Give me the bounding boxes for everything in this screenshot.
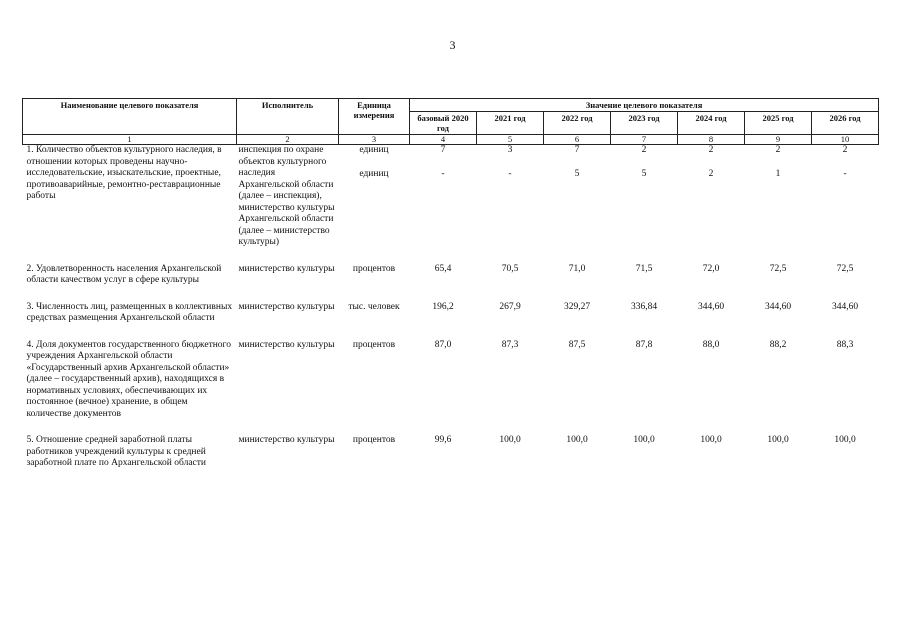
indicator-value: 87,0 <box>434 339 452 350</box>
indicator-name: 3. Численность лиц, размещенных в коллективных средствах размещения Архангельской области <box>26 301 233 323</box>
indicator-executor: инспекция по охране объектов культурного наследия Архангельской области (далее – инспекция), министерство культуры Архангельской области (далее – министерство культуры) <box>238 145 335 247</box>
indicator-executor: министерство культуры <box>238 435 335 445</box>
column-number: 6 <box>544 135 611 145</box>
table-row <box>23 340 879 421</box>
value-line: 2 <box>708 145 714 155</box>
indicator-value: 100,0 <box>767 435 789 445</box>
value-line: 3 <box>507 145 513 155</box>
indicator-value <box>611 145 678 249</box>
indicator-name: 1. Количество объектов культурного наследия, в отношении которых проведены научно-исследовательские, изыскательские, проектные, противоаварийные, ремонтно-реставрационные работы <box>26 145 222 201</box>
header-executor: Исполнитель <box>237 99 339 135</box>
table-row <box>23 264 879 287</box>
indicator-value: 70,5 <box>501 263 519 274</box>
unit-line: единиц <box>359 168 389 179</box>
indicator-unit: процентов <box>352 435 396 445</box>
indicator-unit <box>339 145 410 249</box>
indicator-value: 100,0 <box>499 435 521 445</box>
indicator-value: 87,8 <box>635 339 653 350</box>
indicator-unit: тыс. человек <box>348 301 400 312</box>
indicator-value <box>812 145 879 249</box>
indicator-value: 100,0 <box>834 435 856 445</box>
value-line: 7 <box>574 145 580 155</box>
header-year: 2022 год <box>544 112 611 135</box>
indicator-value: 344,60 <box>764 301 792 312</box>
indicator-unit: процентов <box>352 339 396 350</box>
indicator-value: 71,5 <box>635 263 653 274</box>
indicator-value: 344,60 <box>831 301 859 312</box>
indicator-value <box>678 145 745 249</box>
indicator-value: 196,2 <box>432 301 454 312</box>
column-numbers-row <box>23 135 879 145</box>
value-line: 2 <box>708 168 714 179</box>
indicator-executor: министерство культуры <box>238 263 335 274</box>
indicator-value: 87,5 <box>568 339 586 350</box>
indicator-value: 329,27 <box>563 301 591 312</box>
column-number: 3 <box>339 135 410 145</box>
indicator-value: 72,5 <box>769 263 787 274</box>
value-line: 7 <box>440 145 446 155</box>
indicator-value: 87,3 <box>501 339 519 350</box>
header-year: 2026 год <box>812 112 879 135</box>
indicator-value: 267,9 <box>499 301 521 312</box>
value-line: 1 <box>775 168 781 179</box>
target-indicators-table <box>22 98 879 470</box>
indicator-value: 344,60 <box>697 301 725 312</box>
value-line: 2 <box>641 145 647 155</box>
header-unit: Единица измерения <box>339 99 410 135</box>
indicator-name: 2. Удовлетворенность населения Архангельской области качеством услуг в сфере культуры <box>26 263 222 285</box>
indicator-unit: процентов <box>352 263 396 274</box>
indicator-value: 72,0 <box>702 263 720 274</box>
column-number: 5 <box>477 135 544 145</box>
column-number: 10 <box>812 135 879 145</box>
table-row <box>23 302 879 325</box>
column-number: 4 <box>410 135 477 145</box>
column-number: 1 <box>23 135 237 145</box>
indicator-value <box>745 145 812 249</box>
indicator-value: 65,4 <box>434 263 452 274</box>
indicator-executor: министерство культуры <box>238 339 335 350</box>
value-line: 2 <box>775 145 781 155</box>
page-number: 3 <box>449 38 456 52</box>
indicator-value: 88,2 <box>769 339 787 350</box>
value-line: 5 <box>641 168 647 179</box>
column-number: 2 <box>237 135 339 145</box>
column-number: 8 <box>678 135 745 145</box>
indicator-value <box>477 145 544 249</box>
indicator-name: 4. Доля документов государственного бюджетного учреждения Архангельской области «Государственный архив Архангельской области» (далее – государственный архив), находящихся в нормативных условиях, обеспечивающих их постоянное (вечное) хранение, в общем количестве документов <box>26 339 231 419</box>
unit-line: единиц <box>359 145 389 155</box>
header-year: базовый 2020 год <box>410 112 477 135</box>
indicator-value: 100,0 <box>633 435 655 445</box>
value-line: - <box>441 168 445 179</box>
indicator-value: 71,0 <box>568 263 586 274</box>
indicator-value: 99,6 <box>434 435 452 445</box>
indicator-name: 5. Отношение средней заработной платы работников учреждений культуры к средней заработной плате по Архангельской области <box>26 435 206 468</box>
indicator-value: 336,84 <box>630 301 658 312</box>
table-row <box>23 435 879 470</box>
indicator-value: 100,0 <box>566 435 588 445</box>
header-values-group: Значение целевого показателя <box>410 99 879 112</box>
table-row <box>23 145 879 249</box>
indicator-value <box>410 145 477 249</box>
column-number: 7 <box>611 135 678 145</box>
indicator-value: 72,5 <box>836 263 854 274</box>
value-line: - <box>508 168 512 179</box>
value-line: 5 <box>574 168 580 179</box>
indicator-value: 88,0 <box>702 339 720 350</box>
indicator-executor: министерство культуры <box>238 301 335 312</box>
header-year: 2025 год <box>745 112 812 135</box>
indicator-value: 100,0 <box>700 435 722 445</box>
header-year: 2023 год <box>611 112 678 135</box>
header-year: 2024 год <box>678 112 745 135</box>
header-year: 2021 год <box>477 112 544 135</box>
value-line: 2 <box>842 145 848 155</box>
column-number: 9 <box>745 135 812 145</box>
indicator-value: 88,3 <box>836 339 854 350</box>
indicator-value <box>544 145 611 249</box>
value-line: - <box>843 168 847 179</box>
header-name: Наименование целевого показателя <box>23 99 237 135</box>
